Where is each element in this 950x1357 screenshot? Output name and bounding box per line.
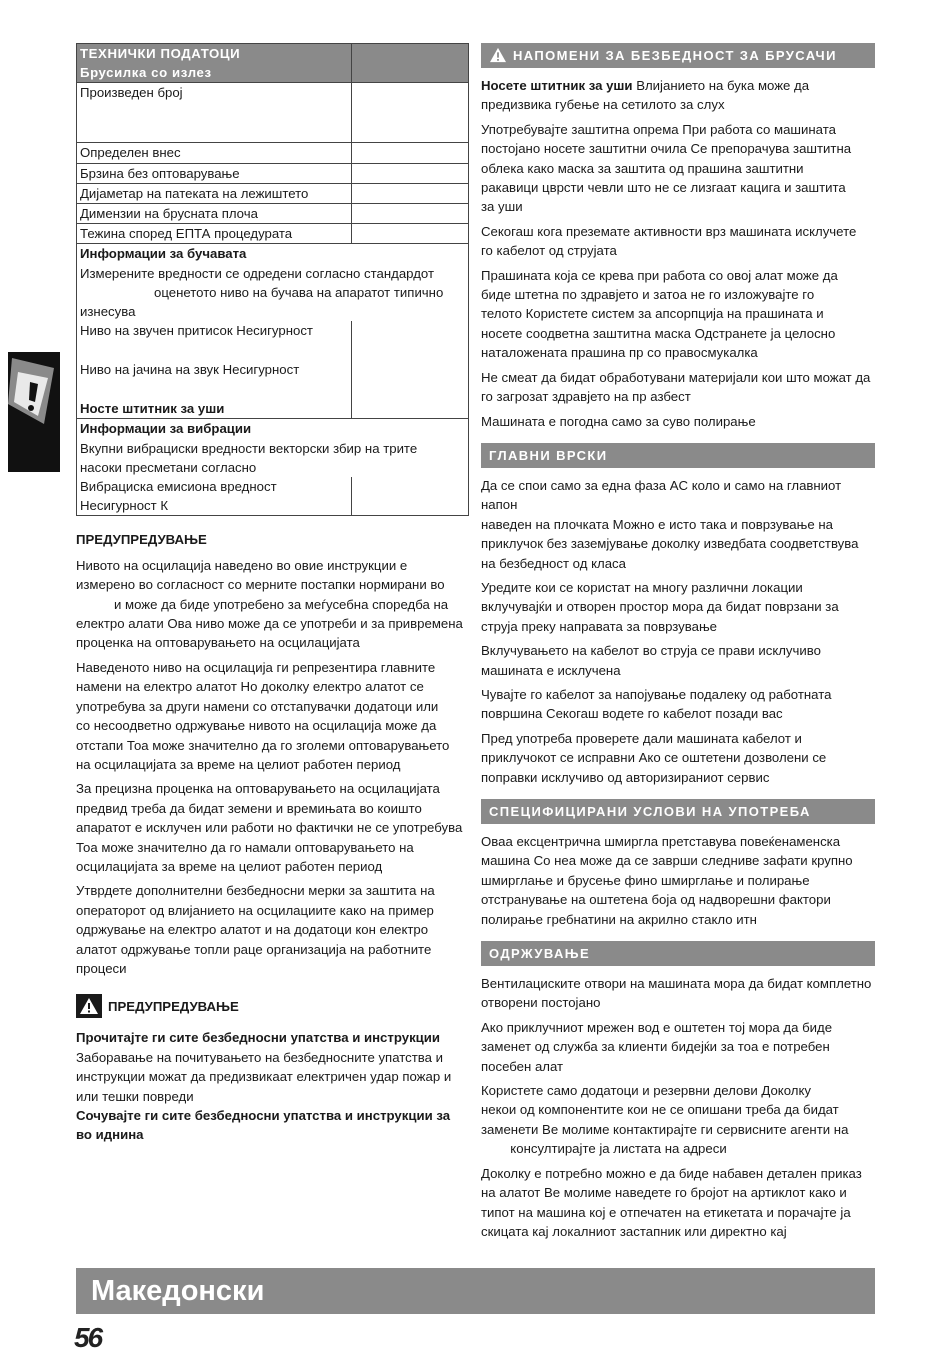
text-line: поправки исклучиво од авторизираниот сервис (481, 769, 770, 785)
table-row: Тежина според ЕПТА процедурата (77, 224, 469, 244)
text-line: електро алати Ова ниво може да се употреби и за привремена (76, 616, 463, 632)
paragraph (481, 685, 875, 724)
text-line: вклучувајќи и отворен простор мора да бидат поврзани за (481, 599, 839, 615)
vibration-section: Информации за вибрации Вкупни вибрациски вредности векторски збир на трите насоки пресметани согласно (77, 419, 469, 477)
text-line: на безбедност од класа (481, 555, 626, 571)
exclamation-icon (8, 352, 60, 472)
language-banner: Македонски (76, 1268, 875, 1314)
text-line: Утврдете дополнителни безбедносни мерки за заштита на (76, 883, 435, 899)
table-row: Носте штитник за уши (77, 399, 469, 419)
warning-heading-2: ПРЕДУПРЕДУВАЊЕ (76, 994, 469, 1018)
noise-title: Информации за бучавата (80, 246, 247, 262)
text-line: или тешки повреди (76, 1088, 194, 1104)
paragraph (481, 1164, 875, 1242)
text-line: биде штетна по здравјето и затоа не го изложувајте го (481, 287, 815, 303)
text-line: со несоодветно одржување нивото на осцилација може да (76, 718, 437, 734)
text-line: приклучокот се исправни Ако се оштетени дозволени се (481, 750, 827, 766)
text-line: Заборавање на почитувањето на безбедносните упатства и (76, 1049, 443, 1065)
text-line: Уредите кои се користат на многу различни локации (481, 579, 803, 595)
text-line: проценка на оптоварувањето на осцилацијата (76, 635, 360, 651)
text-line: отстапи Тоа може значително да го зголеми оптоварувањето (76, 737, 450, 753)
read-instructions-text (76, 1048, 469, 1106)
paragraph (481, 1018, 875, 1076)
text-line: површина Секогаш водете го кабелот позади вас (481, 706, 783, 722)
text-line: употребува за други намени со отстапувачки додатоци или (76, 698, 439, 714)
text-line: отстранување на оштетена боја од надворешни фактори (481, 892, 831, 908)
text-line: носете соодветна заштитна маска Одстранете ја целосно (481, 325, 836, 341)
text-line: на алатот Ве молиме наведете го бројот на артиклот како и (481, 1185, 847, 1201)
text-line: и може да биде употребено за меѓусебна споредба на (114, 596, 449, 612)
section-header-main-connections: ГЛАВНИ ВРСКИ (481, 443, 875, 468)
text-line: го кабелот од струјата (481, 243, 617, 259)
table-row: Вибрациска емисиона вредност (77, 477, 469, 496)
text-line: на осцилацијата за време на целиот работен период (76, 756, 401, 772)
table-row: Ниво на звучен притисок Несигурност (77, 321, 469, 360)
ear-protection-paragraph: Носете штитник за уши Влијанието на бука може да предизвика губење на сетилото за слух (481, 78, 810, 113)
text-line: типот на машина кој е отпечатен на етикетата и порачајте ја (481, 1204, 851, 1220)
text-line: машината е исклучена (481, 662, 621, 678)
paragraph (481, 120, 875, 217)
warning-icon (76, 994, 102, 1018)
text-line: полирање гребнатини на акрилно стакло итн (481, 911, 757, 927)
paragraph (76, 779, 469, 876)
text-line: приклучок без заземјување доколку изведбата соодветствува (481, 536, 859, 552)
safety-paragraphs (481, 120, 875, 431)
paragraph (481, 729, 875, 787)
text-line: одржување на електро алатот и на додатоци кон електро (76, 922, 429, 938)
text-line: консултирајте ја листата на адреси (481, 1141, 727, 1157)
paragraph (481, 641, 875, 680)
text-line: Користете само додатоци и резервни делови Доколку (481, 1083, 811, 1099)
text-line: процеси (76, 960, 127, 976)
text-line: ракавици цврсти чевли што не се лизгаат кацига и заштита (481, 180, 846, 196)
text-line: апаратот е исклучен или работи но фактички не се употребува (76, 820, 463, 836)
text-line: Нивото на осцилација наведено во овие инструкции е (76, 557, 408, 573)
text-line: Вклучувањето на кабелот во струја се прави исклучиво (481, 643, 821, 659)
paragraph (76, 556, 469, 653)
text-line: посебен алат (481, 1058, 564, 1074)
table-header (77, 44, 469, 83)
paragraph (481, 222, 875, 261)
section-header-safety: НАПОМЕНИ ЗА БЕЗБЕДНОСТ ЗА БРУСАЧИ (481, 43, 875, 68)
text-line: Пред употреба проверете дали машината кабелот и (481, 730, 802, 746)
table-row: Несигурност К (77, 496, 469, 516)
text-line: наталожената прашина пр со правосмукалка (481, 345, 758, 361)
text-line: Сочувајте ги сите безбедносни упатства и инструкции за (76, 1108, 451, 1124)
text-line: за уши (481, 199, 523, 215)
warning-icon (489, 46, 507, 71)
paragraph (76, 881, 469, 978)
warning-heading: ПРЕДУПРЕДУВАЊЕ (76, 532, 207, 548)
text-line: во иднина (76, 1127, 144, 1143)
text-line: наведен на плочката Можно е исто така и поврзување на (481, 516, 833, 532)
paragraph (481, 476, 875, 573)
text-line: телото Користете систем за апсорпција на прашината и (481, 306, 824, 322)
text-line: Машината е погодна само за суво полирање (481, 413, 756, 429)
side-warning-tab (8, 352, 60, 472)
text-line: заменети Ве молиме контактирајте ги сервисните агенти на (481, 1121, 849, 1137)
text-line: Тоа може значително да го намали оптоварувањето на (76, 839, 414, 855)
read-instructions-bold: Прочитајте ги сите безбедносни упатства и инструкции (76, 1030, 440, 1046)
maintenance-paragraphs (481, 974, 875, 1241)
text-line: Оваа ексцентрична шмиргла претставува повеќенаменска (481, 834, 841, 849)
vibration-title: Информации за вибрации (80, 421, 252, 437)
text-line: Чувајте го кабелот за напојување подалеку од работната (481, 686, 832, 702)
main-connections-paragraphs (481, 476, 875, 787)
table-row: Произведен број (77, 83, 469, 143)
text-line: Наведеното ниво на осцилација ги репрезентира главните (76, 659, 436, 675)
text-line: Употребувајте заштитна опрема При работа со машината (481, 121, 836, 137)
paragraph (76, 658, 469, 774)
table-subtitle: Брусилка со излез (80, 65, 212, 81)
text-line: струја преку направата за поврзување (481, 618, 717, 634)
paragraph (481, 832, 875, 929)
intended-use-paragraphs (481, 832, 875, 929)
table-row: Ниво на јачина на звук Несигурност (77, 360, 469, 399)
text-line: операторот од влијанието на осцилациите како на пример (76, 902, 434, 918)
page-number: 56 (74, 1322, 102, 1353)
text-line: Вентилациските отвори на машината мора да бидат комплетно (481, 976, 872, 992)
paragraph (481, 412, 875, 431)
text-line: измерено во согласност со мерните постапки нормирани во (76, 577, 445, 593)
text-line: алатот одржување топли раце организација на работните (76, 941, 432, 957)
text-line: шмирглање и брусење фино шмирглање и полирање (481, 872, 810, 888)
paragraph (481, 1081, 875, 1159)
technical-data-table (76, 43, 469, 516)
text-line: Не смеат да бидат обработувани материјали кои што можат да (481, 369, 871, 385)
noise-section: Информации за бучавата Измерените вредности се одредени согласно стандардот оценетото ниво на бучава на апаратот типично изнесува (77, 244, 469, 321)
text-line: Ако приклучниот мрежен вод е оштетен тој мора да биде (481, 1019, 833, 1035)
left-column (76, 43, 469, 1145)
text-line: отворени постојано (481, 995, 601, 1011)
text-line: некои од компонентите кои не се опишани треба да бидат (481, 1102, 839, 1118)
right-column (481, 43, 875, 1246)
text-line: Доколку е потребно можно е да биде набавен детален приказ (481, 1165, 862, 1181)
text-line: осцилацијата за време на целиот работен период (76, 858, 383, 874)
text-line: намени на електро алатот Но доколку електро алатот се (76, 679, 424, 695)
text-line: Прашината која се крева при работа со овој алат може да (481, 267, 838, 283)
text-line: Секогаш кога преземате активности врз машината исклучете (481, 223, 857, 239)
text-line: Да се спои само за една фаза AC коло и само на главниот напон (481, 477, 842, 513)
paragraph (481, 974, 875, 1013)
text-line: инструкции можат да предизвикаат електричен удар пожар и (76, 1069, 452, 1085)
paragraph (481, 578, 875, 636)
section-header-maintenance: ОДРЖУВАЊЕ (481, 941, 875, 966)
table-row: Димензии на брусната плоча (77, 204, 469, 224)
text-line: машина Со неа може да се заврши следниве зафати крупно (481, 853, 853, 869)
paragraph (481, 368, 875, 407)
table-row: Дијаметар на патеката на лежиштето (77, 183, 469, 203)
section-header-intended-use: СПЕЦИФИЦИРАНИ УСЛОВИ НА УПОТРЕБА (481, 799, 875, 824)
text-line: заменет од служба за клиенти бидејќи за тоа е потребен (481, 1039, 830, 1055)
keep-instructions-bold (76, 1106, 469, 1145)
table-row: Определен внес (77, 143, 469, 163)
text-line: постојано носете заштитни очила Се препорачува заштитна (481, 141, 852, 157)
text-line: го загрозат здравјето на пр азбест (481, 389, 691, 405)
text-line: скицата кај локалниот застапник или директно кај (481, 1223, 787, 1239)
table-row: Брзина без оптоварување (77, 163, 469, 183)
text-line: За прецизна проценка на оптоварувањето на осцилацијата (76, 781, 440, 797)
text-line: облека како маска за заштита од прашина заштитни (481, 160, 804, 176)
text-line: предвид треба да бидат земени и времињата во коишто (76, 800, 422, 816)
table-title: ТЕХНИЧКИ ПОДАТОЦИ (80, 46, 241, 61)
vibration-paragraphs (76, 556, 469, 979)
paragraph (481, 266, 875, 363)
